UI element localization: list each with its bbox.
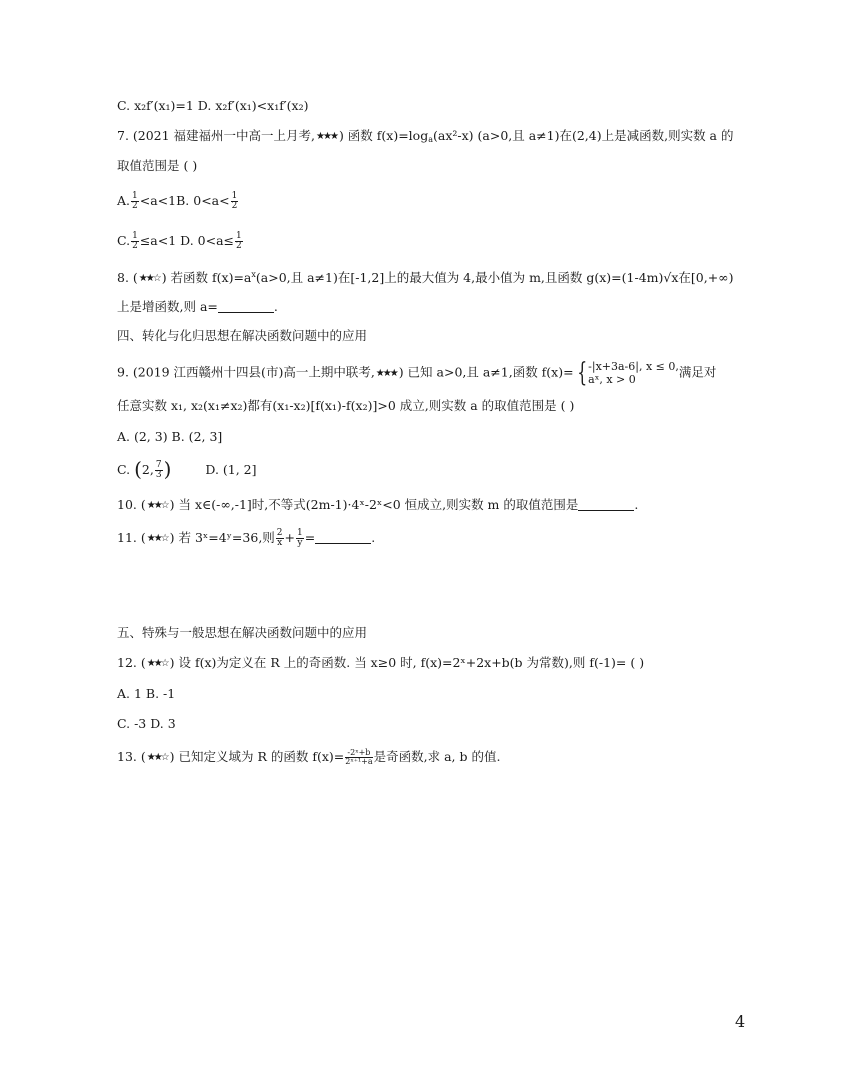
q7-options-ab: A. $\frac{1}{2}$ <a<1B. 0<a< $\frac{1}{2}$ xyxy=(117,191,238,211)
difficulty-star-icon: ★★★ xyxy=(375,367,397,379)
fraction: $\frac{1}{2}$ xyxy=(132,231,138,251)
q10-line: 10. (★★☆ ) 当 x∈(-∞,-1]时,不等式(2m-1)·4ˣ-2ˣ<0 恒成立,则实数 m 的取值范围是 . xyxy=(117,496,638,515)
q9-options-ab: A. (2, 3) B. (2, 3] xyxy=(117,429,223,444)
options-text: C. x₂f′(x₁)=1 D. x₂f′(x₁)<x₁f′(x₂) xyxy=(117,98,309,113)
fraction: $\frac{7}{3}$ xyxy=(155,460,162,480)
answer-blank xyxy=(218,300,274,313)
fraction: $\frac{1}{2}$ xyxy=(236,231,242,251)
q7-options-cd: C. $\frac{1}{2}$ ≤a<1 D. 0<a≤ $\frac{1}{2}$ xyxy=(117,231,242,251)
difficulty-star-icon: ★★☆ xyxy=(146,658,168,669)
page-number: 4 xyxy=(735,1012,746,1031)
section-heading-5: 五、特殊与一般思想在解决函数问题中的应用 xyxy=(117,625,368,640)
q13-line: 13. (★★☆ ) 已知定义域为 R 的函数 f(x)= $\frac{\text{-2ˣ+b}}{\text{2ˣ⁺¹+a}}$ 是奇函数,求 a, b 的值. xyxy=(117,748,501,766)
answer-blank xyxy=(578,498,634,511)
q7-line-2: 取值范围是 ( ) xyxy=(117,158,198,173)
q6-options-cd xyxy=(117,97,308,115)
q9-line-1: 9. (2019 江西赣州十四县(市)高一上期中联考,★★★ ) 已知 a>0,且 a≠1,函数 f(x)= { -|x+3a-6|, x ≤ 0, aˣ, x > 0 满足对 xyxy=(117,358,717,388)
q11-line: 11. (★★☆ ) 若 3ˣ=4ʸ=36,则 $\frac{2}{x}$ + $\frac{1}{y}$ = . xyxy=(117,528,376,548)
difficulty-star-icon: ★★☆ xyxy=(146,500,168,511)
fraction: $\frac{1}{y}$ xyxy=(297,528,303,548)
q9-options-cd: C. (2, $\frac{7}{3}$ ) D. (1, 2] xyxy=(117,457,257,481)
q12-options-ab: A. 1 B. -1 xyxy=(117,686,176,701)
q8-line-1: 8. (★★☆ ) 若函数 $f(x)=a^x(a>0$,且 a≠1)在[-1,2]上的最大值为 4,最小值为 m,且函数 g(x)=(1-4m)√x在[0,+∞) xyxy=(117,266,733,288)
q12-line-1: 12. (★★☆ ) 设 f(x)为定义在 R 上的奇函数. 当 x≥0 时, f(x)=2ˣ+2x+b(b 为常数),则 f(-1)= ( ) xyxy=(117,654,644,673)
difficulty-star-icon: ★★☆ xyxy=(146,752,168,763)
brace-icon: { xyxy=(576,358,587,388)
difficulty-star-icon: ★★☆ xyxy=(138,273,160,284)
q9-line-2: 任意实数 x₁, x₂(x₁≠x₂)都有(x₁-x₂)[f(x₁)-f(x₂)]>0 成立,则实数 a 的取值范围是 ( ) xyxy=(117,398,575,413)
q7-line-1: 7. (2021 福建福州一中高一上月考,★★★ ) 函数 $f(x)=\log_a(ax^2-x)$ (a>0,且 a≠1)在(2,4)上是减函数,则实数 a 的 xyxy=(117,128,734,144)
fraction: $\frac{1}{2}$ xyxy=(231,191,238,211)
fraction: $\frac{1}{2}$ xyxy=(132,191,138,211)
section-heading-4: 四、转化与化归思想在解决函数问题中的应用 xyxy=(117,328,368,343)
difficulty-star-icon: ★★★ xyxy=(316,131,337,142)
answer-blank xyxy=(315,531,371,544)
q8-line-2: 上是增函数,则 a= . xyxy=(117,299,278,314)
piecewise-cases: -|x+3a-6|, x ≤ 0, aˣ, x > 0 xyxy=(588,360,679,386)
difficulty-star-icon: ★★☆ xyxy=(146,533,168,544)
q12-options-cd: C. -3 D. 3 xyxy=(117,716,176,731)
fraction: $\frac{2}{x}$ xyxy=(276,528,283,548)
fraction: $\frac{\text{-2ˣ+b}}{\text{2ˣ⁺¹+a}}$ xyxy=(345,748,373,766)
